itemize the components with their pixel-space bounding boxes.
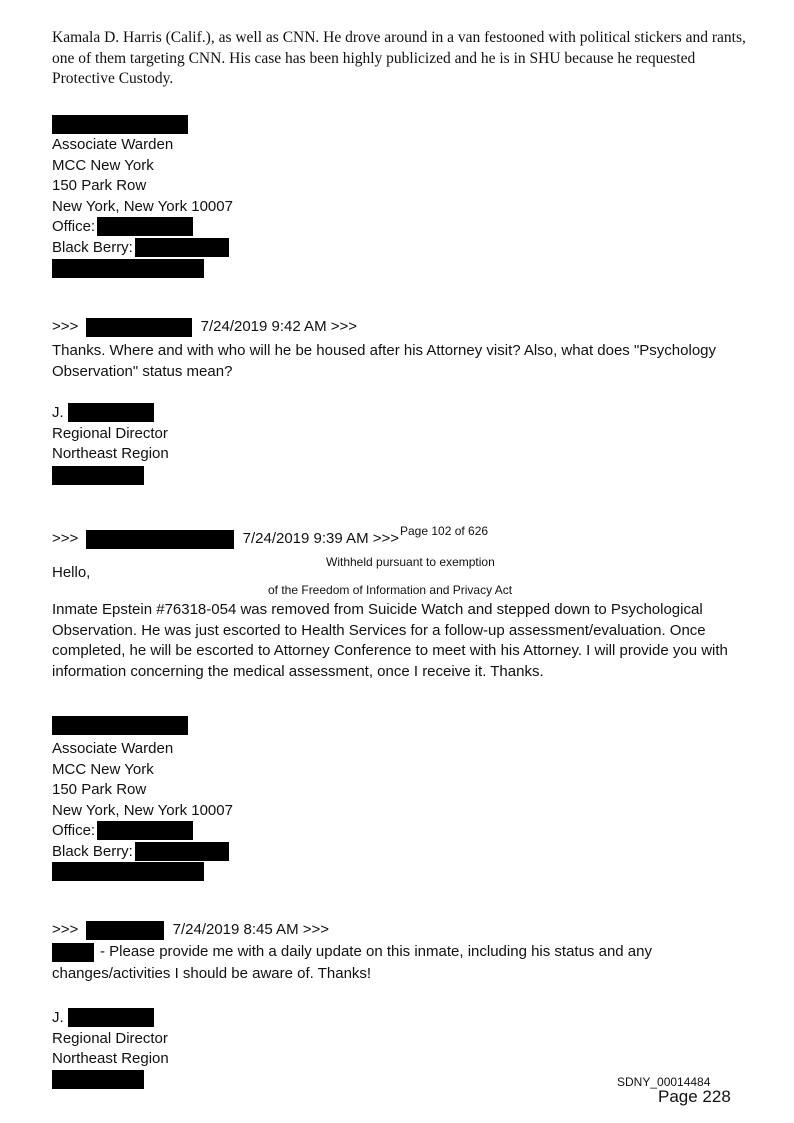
continued-paragraph: Kamala D. Harris (Calif.), as well as CNN. He drove around in a van festooned with political stickers and rants, one of them targeting CNN. His case has been highly publicized and he is in SHU because he requested Protective Custody. xyxy=(52,29,746,87)
redacted-email xyxy=(52,259,204,278)
redacted-sender xyxy=(86,921,164,940)
office-label: Office: xyxy=(52,822,96,839)
signature-initial: J. xyxy=(52,404,64,421)
quote-prefix: >>> xyxy=(52,318,79,335)
signature-block-associate-warden xyxy=(52,135,233,258)
page-count-stamp: Page 102 of 626 xyxy=(400,524,489,538)
signature-city: New York, New York 10007 xyxy=(52,197,233,215)
redacted-recipient xyxy=(52,943,94,962)
email-greeting: Hello, xyxy=(52,564,91,581)
signature-org: MCC New York xyxy=(52,156,154,174)
email-timestamp: 7/24/2019 9:42 AM >>> xyxy=(200,318,358,335)
quote-prefix: >>> xyxy=(52,921,79,938)
signature-region: Northeast Region xyxy=(52,1050,169,1067)
redacted-blackberry-phone xyxy=(135,842,229,861)
redacted-name xyxy=(52,115,188,134)
email-body-845-line2: changes/activities I should be aware of. Thanks! xyxy=(52,965,372,982)
signature-title: Associate Warden xyxy=(52,740,174,757)
page-number: Page 228 xyxy=(658,1087,731,1106)
signature-org: MCC New York xyxy=(52,760,154,778)
email-timestamp: 7/24/2019 8:45 AM >>> xyxy=(172,921,330,938)
signature-block-associate-warden xyxy=(52,739,233,862)
signature-title: Associate Warden xyxy=(52,136,174,153)
email-header-939 xyxy=(52,530,399,549)
redacted-email xyxy=(52,466,144,485)
email-body-942: Thanks. Where and with who will he be housed after his Attorney visit? Also, what does "Psychology Observation" status mean? xyxy=(52,342,717,380)
blackberry-label: Black Berry: xyxy=(52,238,133,256)
redacted-sender xyxy=(86,530,234,549)
signature-city: New York, New York 10007 xyxy=(52,801,233,819)
email-body-text: - Please provide me with a daily update on this inmate, including his status and any xyxy=(100,943,652,960)
signature-block-regional-director xyxy=(52,403,169,465)
blackberry-label: Black Berry: xyxy=(52,842,133,860)
redacted-office-phone xyxy=(97,217,193,236)
signature-initial: J. xyxy=(52,1009,64,1026)
signature-title: Regional Director xyxy=(52,424,168,442)
redacted-director-name xyxy=(68,403,154,422)
signature-title: Regional Director xyxy=(52,1029,168,1047)
withheld-stamp-line2: of the Freedom of Information and Privacy Act xyxy=(268,583,513,597)
email-timestamp: 7/24/2019 9:39 AM >>> xyxy=(242,530,400,547)
email-header-845 xyxy=(52,921,329,940)
redacted-blackberry-phone xyxy=(135,238,229,257)
withheld-stamp-line1: Withheld pursuant to exemption xyxy=(326,555,495,569)
signature-block-regional-director xyxy=(52,1008,169,1070)
redacted-email xyxy=(52,1070,144,1089)
redacted-name xyxy=(52,716,188,735)
email-body-845-line1 xyxy=(52,943,652,962)
redacted-director-name xyxy=(68,1008,154,1027)
bates-number: SDNY_00014484 xyxy=(617,1075,711,1089)
redacted-sender xyxy=(86,318,192,337)
signature-region: Northeast Region xyxy=(52,445,169,462)
redacted-email xyxy=(52,862,204,881)
quote-prefix: >>> xyxy=(52,530,79,547)
email-header-942 xyxy=(52,318,357,337)
signature-street: 150 Park Row xyxy=(52,781,147,798)
email-body-939: Inmate Epstein #76318-054 was removed from Suicide Watch and stepped down to Psychological Observation. He was just escorted to Health Services for a follow-up assessment/evaluation. Once completed, he will be escorted to Attorney Conference to meet with his Attorney. I will provide you with information concerning the medical assessment, once I receive it. Thanks. xyxy=(52,601,728,680)
redacted-office-phone xyxy=(97,821,193,840)
office-label: Office: xyxy=(52,218,96,235)
signature-street: 150 Park Row xyxy=(52,177,147,194)
